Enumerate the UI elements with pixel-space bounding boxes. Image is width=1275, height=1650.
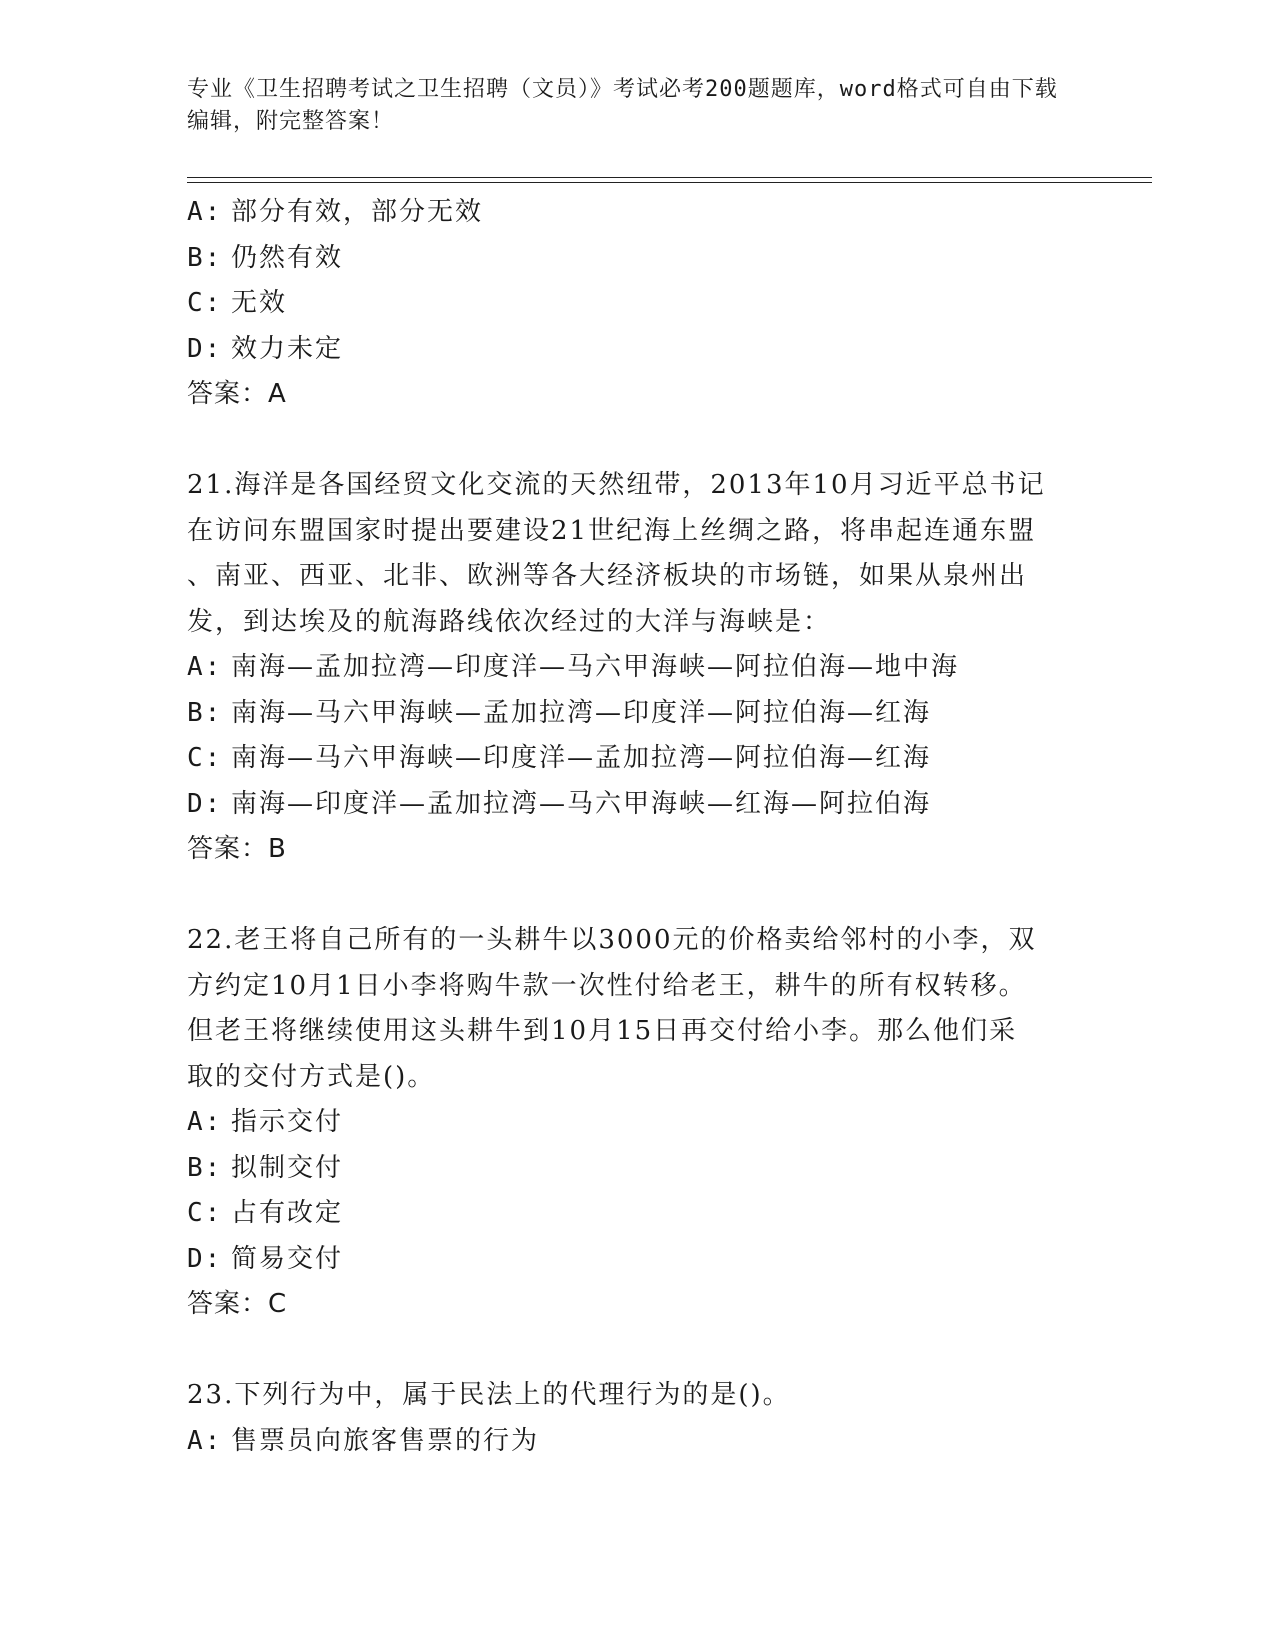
option-text: 占有改定 [231, 1198, 344, 1228]
question-stem-line: 取的交付方式是()。 [187, 1061, 436, 1092]
option-text: 简易交付 [231, 1243, 344, 1274]
option-d [187, 782, 1087, 828]
answer: 答案：C [187, 1289, 288, 1319]
option-letter: A: [187, 197, 223, 227]
answer: 答案：B [187, 834, 287, 864]
option-c [187, 1191, 1087, 1237]
option-letter: A: [187, 652, 223, 682]
question-stem-line: 21.海洋是各国经贸文化交流的天然纽带，2013年10月习近平总书记 [187, 470, 1046, 500]
question-stem-line: 但老王将继续使用这头耕牛到10月15日再交付给小李。那么他们采 [187, 1016, 1018, 1046]
option-text: 南海—孟加拉湾—印度洋—马六甲海峡—阿拉伯海—地中海 [231, 652, 960, 682]
option-letter: C: [187, 1198, 223, 1228]
question-stem-line: 方约定10月1日小李将购牛款一次性付给老王，耕牛的所有权转移。 [187, 970, 1027, 1001]
answer: 答案：A [187, 379, 287, 409]
option-text: 仍然有效 [231, 242, 344, 273]
option-a [187, 190, 1087, 236]
question-stem-line: 、南亚、西亚、北非、欧洲等各大经济板块的市场链，如果从泉州出 [187, 561, 1028, 591]
option-letter: B: [187, 242, 223, 273]
option-letter: C: [187, 743, 223, 773]
option-text: 指示交付 [231, 1107, 344, 1137]
option-text: 南海—马六甲海峡—孟加拉湾—印度洋—阿拉伯海—红海 [231, 697, 932, 728]
question-23 [187, 1373, 1087, 1464]
option-text: 售票员向旅客售票的行为 [231, 1425, 540, 1456]
option-text: 无效 [231, 288, 288, 318]
option-letter: D: [187, 333, 223, 364]
option-letter: A: [187, 1107, 223, 1137]
option-c [187, 736, 1087, 782]
option-d [187, 327, 1087, 373]
option-a [187, 1419, 1087, 1465]
option-letter: B: [187, 697, 223, 728]
option-letter: D: [187, 788, 223, 819]
question-20 [187, 190, 1087, 418]
document-header: 专业《卫生招聘考试之卫生招聘（文员）》考试必考200题题库，word格式可自由下载编辑，附完整答案！ [187, 77, 1058, 134]
option-text: 拟制交付 [231, 1152, 344, 1183]
option-letter: C: [187, 288, 223, 318]
question-stem-line: 22.老王将自己所有的一头耕牛以3000元的价格卖给邻村的小李，双 [187, 925, 1037, 955]
option-b [187, 236, 1087, 282]
option-letter: A: [187, 1425, 223, 1456]
option-b [187, 691, 1087, 737]
question-list [187, 190, 1087, 1464]
header-divider-bottom [187, 182, 1152, 183]
option-c [187, 281, 1087, 327]
question-stem-line: 23.下列行为中，属于民法上的代理行为的是()。 [187, 1380, 791, 1410]
option-text: 效力未定 [231, 333, 344, 364]
question-22 [187, 918, 1087, 1328]
spacer [187, 1328, 1087, 1374]
spacer [187, 873, 1087, 919]
option-letter: B: [187, 1152, 223, 1183]
option-letter: D: [187, 1243, 223, 1274]
option-d [187, 1237, 1087, 1283]
option-a [187, 1100, 1087, 1146]
option-text: 部分有效，部分无效 [231, 197, 484, 227]
option-b [187, 1146, 1087, 1192]
question-stem-line: 在访问东盟国家时提出要建设21世纪海上丝绸之路，将串起连通东盟 [187, 515, 1037, 546]
option-text: 南海—马六甲海峡—印度洋—孟加拉湾—阿拉伯海—红海 [231, 743, 932, 773]
question-stem-line: 发，到达埃及的航海路线依次经过的大洋与海峡是： [187, 606, 832, 637]
option-a [187, 645, 1087, 691]
option-text: 南海—印度洋—孟加拉湾—马六甲海峡—红海—阿拉伯海 [231, 788, 932, 819]
spacer [187, 418, 1087, 464]
question-21 [187, 463, 1087, 873]
header-divider-top [187, 177, 1152, 178]
